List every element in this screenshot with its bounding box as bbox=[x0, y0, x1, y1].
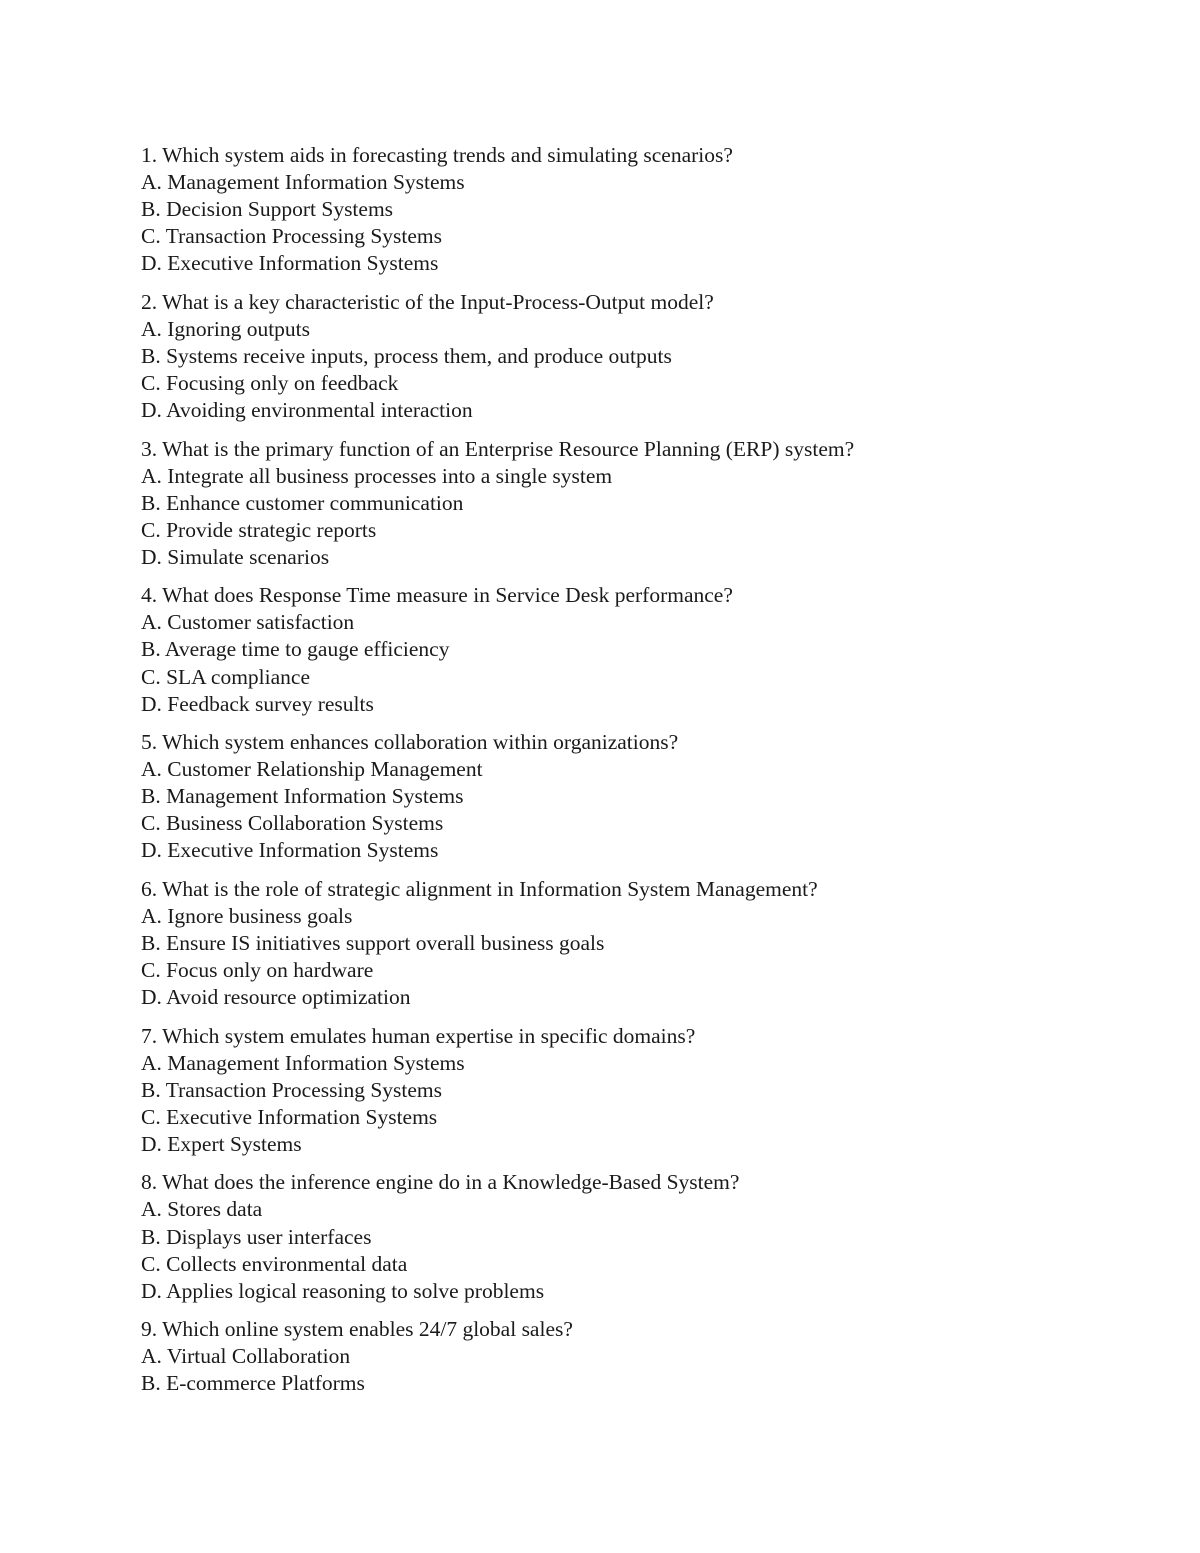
answer-option: D. Executive Information Systems bbox=[141, 251, 439, 276]
answer-option: D. Avoid resource optimization bbox=[141, 985, 411, 1010]
answer-option: D. Executive Information Systems bbox=[141, 838, 439, 863]
question-5 bbox=[141, 729, 1101, 864]
question-text: 2. What is a key characteristic of the Input-Process-Output model? bbox=[141, 289, 714, 314]
question-list bbox=[141, 142, 1101, 1409]
question-text: 4. What does Response Time measure in Service Desk performance? bbox=[141, 583, 733, 608]
answer-option: A. Virtual Collaboration bbox=[141, 1344, 351, 1369]
question-3 bbox=[141, 436, 1101, 571]
answer-option: A. Management Information Systems bbox=[141, 170, 465, 195]
question-text: 3. What is the primary function of an Enterprise Resource Planning (ERP) system? bbox=[141, 436, 855, 461]
answer-option: C. Focusing only on feedback bbox=[141, 371, 399, 396]
question-7 bbox=[141, 1023, 1101, 1158]
answer-option: A. Customer satisfaction bbox=[141, 610, 355, 635]
answer-option: A. Management Information Systems bbox=[141, 1050, 465, 1075]
answer-option: D. Expert Systems bbox=[141, 1131, 302, 1156]
question-6 bbox=[141, 876, 1101, 1011]
answer-option: D. Simulate scenarios bbox=[141, 544, 330, 569]
answer-option: C. Provide strategic reports bbox=[141, 517, 377, 542]
answer-option: C. Executive Information Systems bbox=[141, 1104, 438, 1129]
answer-option: B. Ensure IS initiatives support overall business goals bbox=[141, 931, 605, 956]
question-text: 5. Which system enhances collaboration within organizations? bbox=[141, 730, 679, 755]
answer-option: B. Enhance customer communication bbox=[141, 490, 464, 515]
answer-option: C. Business Collaboration Systems bbox=[141, 811, 444, 836]
question-1 bbox=[141, 142, 1101, 277]
answer-option: A. Ignoring outputs bbox=[141, 316, 311, 341]
question-9 bbox=[141, 1316, 1101, 1397]
answer-option: A. Integrate all business processes into a single system bbox=[141, 463, 613, 488]
answer-option: A. Stores data bbox=[141, 1197, 263, 1222]
answer-option: B. Decision Support Systems bbox=[141, 197, 394, 222]
question-4 bbox=[141, 582, 1101, 717]
answer-option: C. Focus only on hardware bbox=[141, 958, 374, 983]
answer-option: B. Management Information Systems bbox=[141, 784, 464, 809]
answer-option: B. Average time to gauge efficiency bbox=[141, 637, 450, 662]
question-text: 1. Which system aids in forecasting trends and simulating scenarios? bbox=[141, 143, 733, 167]
answer-option: B. Systems receive inputs, process them, and produce outputs bbox=[141, 343, 672, 368]
answer-option: B. Displays user interfaces bbox=[141, 1224, 372, 1249]
question-text: 8. What does the inference engine do in a Knowledge-Based System? bbox=[141, 1170, 740, 1195]
question-8 bbox=[141, 1169, 1101, 1304]
answer-option: C. Transaction Processing Systems bbox=[141, 224, 443, 249]
answer-option: D. Avoiding environmental interaction bbox=[141, 398, 473, 423]
question-text: 9. Which online system enables 24/7 global sales? bbox=[141, 1317, 573, 1342]
answer-option: C. Collects environmental data bbox=[141, 1251, 408, 1276]
answer-option: A. Customer Relationship Management bbox=[141, 757, 483, 782]
question-text: 7. Which system emulates human expertise in specific domains? bbox=[141, 1023, 696, 1048]
answer-option: D. Applies logical reasoning to solve problems bbox=[141, 1278, 545, 1303]
question-text: 6. What is the role of strategic alignment in Information System Management? bbox=[141, 876, 818, 901]
answer-option: A. Ignore business goals bbox=[141, 903, 353, 928]
answer-option: B. Transaction Processing Systems bbox=[141, 1077, 443, 1102]
answer-option: B. E-commerce Platforms bbox=[141, 1371, 365, 1396]
answer-option: C. SLA compliance bbox=[141, 664, 310, 689]
question-2 bbox=[141, 289, 1101, 424]
answer-option: D. Feedback survey results bbox=[141, 691, 374, 716]
